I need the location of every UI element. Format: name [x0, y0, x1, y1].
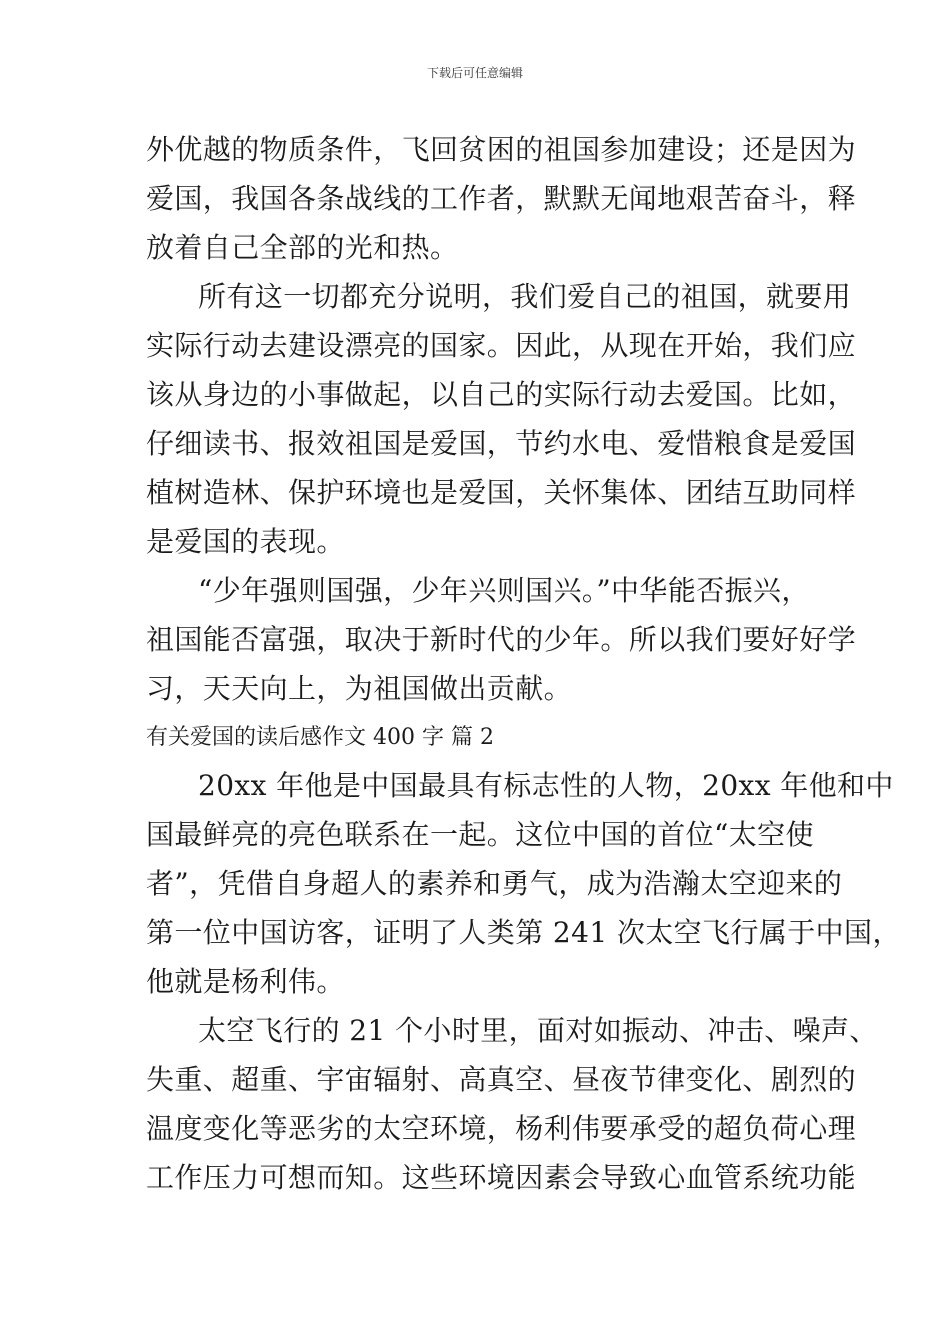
text-line: 失重、超重、宇宙辐射、高真空、昼夜节律变化、剧烈的	[146, 1063, 857, 1096]
paragraph-first-line: 所有这一切都充分说明，我们爱自己的祖国，就要用	[198, 280, 852, 313]
paragraph-first-line: “少年强则国强，少年兴则国兴。”中华能否振兴，	[198, 574, 810, 607]
text-line: 仔细读书、报效祖国是爱国，节约水电、爱惜粮食是爱国	[146, 427, 857, 460]
text-line: 外优越的物质条件，飞回贫困的祖国参加建设；还是因为	[146, 133, 857, 166]
section-heading: 有关爱国的读后感作文 400 字 篇 2	[146, 725, 494, 750]
text-line: 国最鲜亮的亮色联系在一起。这位中国的首位“太空使	[146, 818, 814, 851]
text-line: 爱国，我国各条战线的工作者，默默无闻地艰苦奋斗，释	[146, 182, 857, 215]
text-line: 习，天天向上，为祖国做出贡献。	[146, 672, 573, 705]
text-line: 实际行动去建设漂亮的国家。因此，从现在开始，我们应	[146, 329, 857, 362]
text-line: 是爱国的表现。	[146, 525, 345, 558]
text-line: 他就是杨利伟。	[146, 965, 345, 998]
text-line: 工作压力可想而知。这些环境因素会导致心血管系统功能	[146, 1161, 857, 1194]
page-header: 下载后可任意编辑	[426, 66, 523, 80]
paragraph-first-line: 20xx 年他是中国最具有标志性的人物，20xx 年他和中	[198, 769, 894, 802]
paragraph-first-line: 太空飞行的 21 个小时里，面对如振动、冲击、噪声、	[198, 1014, 878, 1047]
text-line: 祖国能否富强，取决于新时代的少年。所以我们要好好学	[146, 623, 857, 656]
text-line: 植树造林、保护环境也是爱国，关怀集体、团结互助同样	[146, 476, 857, 509]
text-line: 温度变化等恶劣的太空环境，杨利伟要承受的超负荷心理	[146, 1112, 857, 1145]
text-line: 第一位中国访客，证明了人类第 241 次太空飞行属于中国，	[146, 916, 901, 949]
text-line: 该从身边的小事做起，以自己的实际行动去爱国。比如，	[146, 378, 857, 411]
text-line: 者”，凭借自身超人的素养和勇气，成为浩瀚太空迎来的	[146, 867, 843, 900]
text-line: 放着自己全部的光和热。	[146, 231, 459, 264]
document-body	[146, 128, 901, 1205]
